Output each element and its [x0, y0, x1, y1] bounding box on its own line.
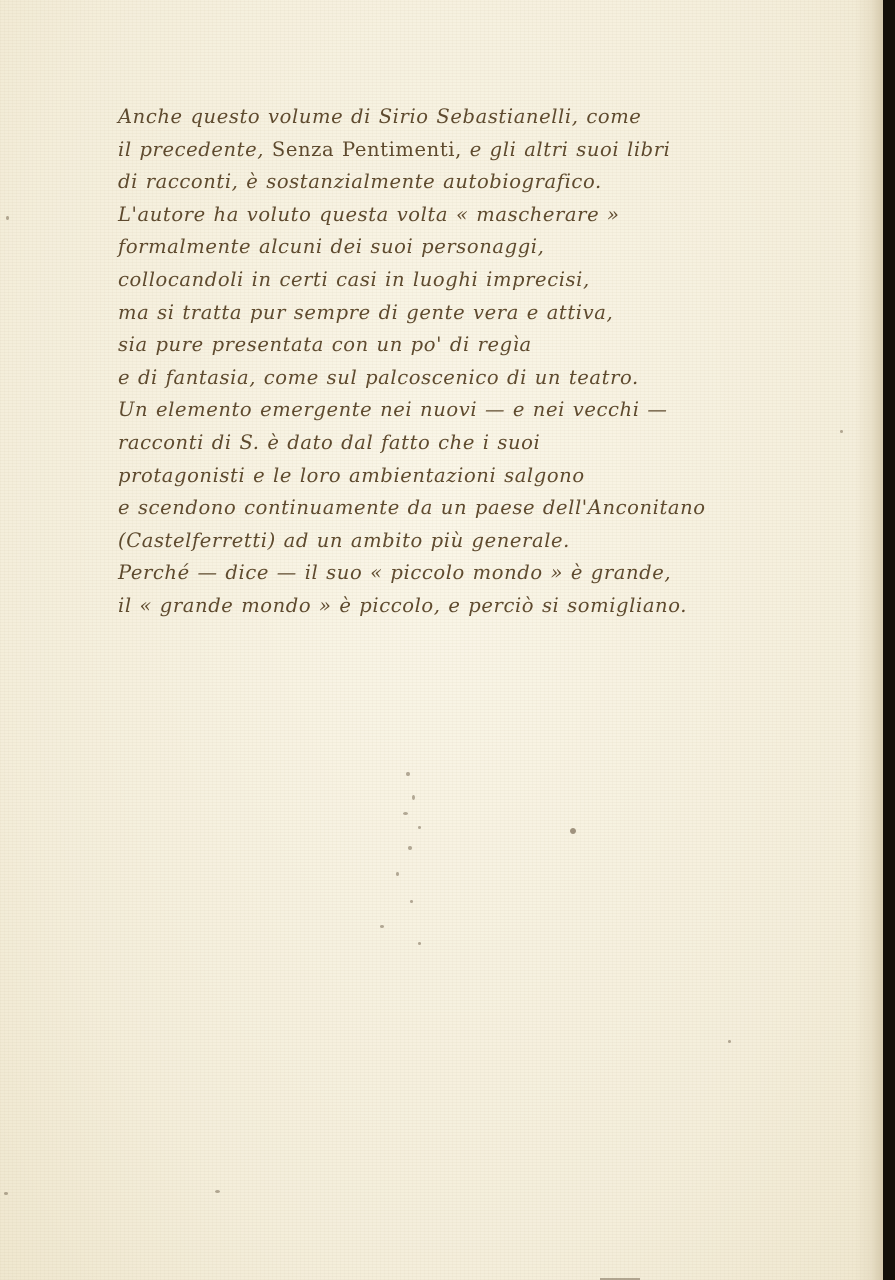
blurb-text: e gli altri suoi libri: [469, 137, 671, 161]
paper-speck: [412, 795, 415, 800]
paper-speck: [418, 942, 421, 945]
paper-speck: [396, 872, 399, 876]
cited-book-title: Senza Pentimenti,: [271, 137, 462, 161]
paper-speck: [840, 430, 843, 433]
paper-speck: [410, 900, 413, 903]
blurb-line: e di fantasia, come sul palcoscenico di un teatro.: [118, 365, 639, 389]
blurb-line: (Castelferretti) ad un ambito più generale.: [118, 528, 570, 552]
blurb-line: il « grande mondo » è piccolo, e perciò si somigliano.: [118, 593, 687, 617]
paper-speck: [380, 925, 384, 928]
paper-speck: [408, 846, 412, 850]
blurb-line: formalmente alcuni dei suoi personaggi,: [118, 235, 545, 259]
blurb-line: ma si tratta pur sempre di gente vera e attiva,: [118, 300, 614, 324]
paper-speck: [570, 828, 576, 834]
blurb-line: [118, 134, 778, 167]
paper-speck: [418, 826, 421, 829]
paper-speck: [406, 772, 410, 776]
blurb-line: Anche questo volume di Sirio Sebastianelli, come: [118, 105, 642, 128]
paper-speck: [4, 1192, 8, 1195]
paper-speck: [403, 812, 408, 815]
paper-speck: [215, 1190, 220, 1193]
scan-border: [883, 0, 895, 1280]
blurb-line: Un elemento emergente nei nuovi — e nei vecchi —: [118, 398, 668, 422]
blurb-line: L'autore ha voluto questa volta « mascherare »: [118, 202, 620, 226]
blurb-line: collocandoli in certi casi in luoghi imprecisi,: [118, 267, 590, 291]
blurb-line: di racconti, è sostanzialmente autobiografico.: [118, 170, 602, 194]
cover-edge: [855, 0, 883, 1280]
paper-speck: [6, 216, 9, 220]
back-cover-blurb: [118, 101, 778, 623]
blurb-line: racconti di S. è dato dal fatto che i suoi: [118, 430, 541, 454]
blurb-line: protagonisti e le loro ambientazioni salgono: [118, 463, 585, 487]
blurb-line: e scendono continuamente da un paese dell'Anconitano: [118, 496, 706, 520]
blurb-line: Perché — dice — il suo « piccolo mondo » è grande,: [118, 561, 672, 585]
blurb-line: sia pure presentata con un po' di regìa: [118, 333, 532, 357]
blurb-text: il precedente,: [118, 137, 265, 161]
paper-speck: [728, 1040, 731, 1043]
